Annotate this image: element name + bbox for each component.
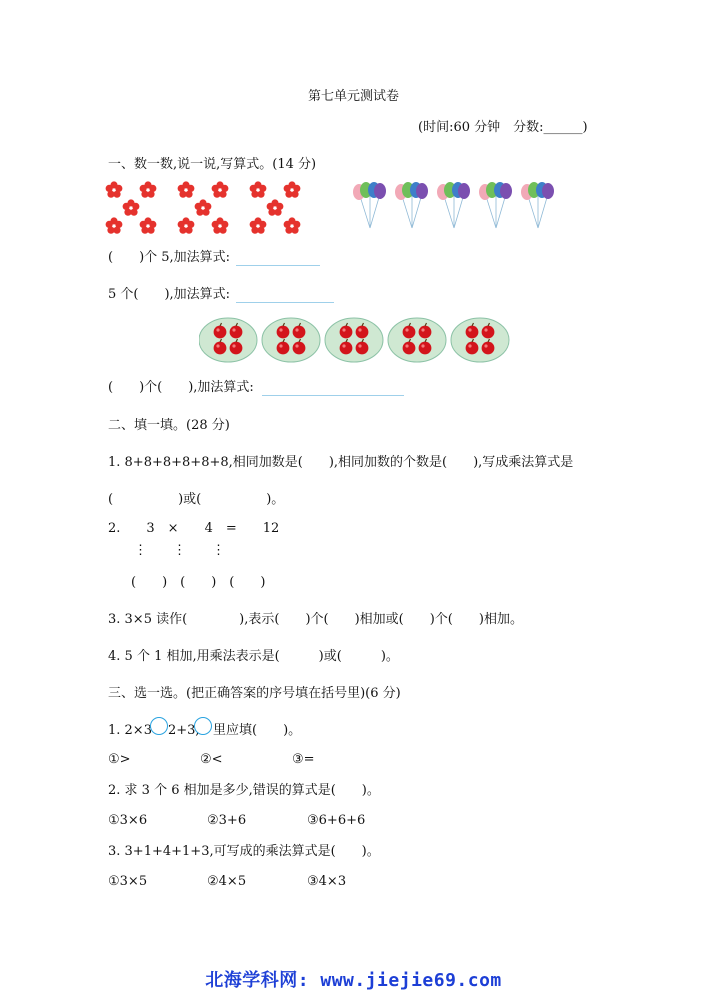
section1-heading: 一、数一数,说一说,写算式。(14 分) bbox=[108, 157, 317, 172]
section3-heading: 三、选一选。(把正确答案的序号填在括号里)(6 分) bbox=[108, 686, 401, 701]
section2-heading: 二、填一填。(28 分) bbox=[108, 418, 230, 433]
apple-plates-image bbox=[199, 316, 511, 364]
question-3-2: 2. 求 3 个 6 相加是多少,错误的算式是( )。 bbox=[108, 783, 380, 798]
answer-line-1b[interactable] bbox=[236, 302, 334, 303]
flower-group bbox=[178, 181, 229, 233]
option-3-3-c: ③4×3 bbox=[307, 874, 347, 889]
question-1a: ( )个 5,加法算式: bbox=[108, 250, 231, 265]
question-2-1-line2: ( )或( )。 bbox=[108, 492, 285, 507]
option-3-1-c: ③= bbox=[292, 752, 315, 767]
question-3-3: 3. 3+1+4+1+3,可写成的乘法算式是( )。 bbox=[108, 844, 380, 859]
option-3-3-b: ②4×5 bbox=[207, 874, 247, 889]
question-2-2-blanks: ( ) ( ) ( ) bbox=[131, 575, 266, 590]
answer-circle-2[interactable] bbox=[194, 717, 212, 735]
question-3-1-part-c: 里应填( )。 bbox=[213, 723, 302, 738]
flower-group bbox=[250, 181, 301, 233]
option-3-3-a: ①3×5 bbox=[108, 874, 148, 889]
answer-circle-1[interactable] bbox=[150, 717, 168, 735]
question-1c: ( )个( ),加法算式: bbox=[108, 380, 254, 395]
question-1b: 5 个( ),加法算式: bbox=[108, 287, 231, 302]
question-2-1-line1: 1. 8+8+8+8+8+8,相同加数是( ),相同加数的个数是( ),写成乘法算式是 bbox=[108, 455, 574, 470]
option-3-1-a: ①> bbox=[108, 752, 131, 767]
flower-groups-image bbox=[100, 176, 320, 242]
question-3-1-part-a: 1. 2×3 bbox=[108, 723, 152, 738]
balloon-groups-image bbox=[348, 180, 564, 232]
question-2-2-equation: 2. 3 × 4 = 12 bbox=[108, 521, 280, 536]
time-score-line: (时间:60 分钟 分数:______) bbox=[418, 120, 588, 135]
page-title: 第七单元测试卷 bbox=[307, 89, 399, 104]
answer-line-1c[interactable] bbox=[262, 395, 404, 396]
option-3-2-b: ②3+6 bbox=[207, 813, 247, 828]
question-3-1-part-b: 2+3, bbox=[168, 723, 200, 738]
footer-watermark[interactable]: 北海学科网: www.jiejie69.com bbox=[205, 970, 502, 991]
option-3-2-c: ③6+6+6 bbox=[307, 813, 366, 828]
question-2-4: 4. 5 个 1 相加,用乘法表示是( )或( )。 bbox=[108, 649, 399, 664]
flower-group bbox=[106, 181, 157, 233]
answer-line-1a[interactable] bbox=[236, 265, 320, 266]
option-3-1-b: ②< bbox=[200, 752, 223, 767]
question-2-2-dots: ⋮ ⋮ ⋮ bbox=[134, 543, 226, 558]
option-3-2-a: ①3×6 bbox=[108, 813, 148, 828]
question-2-3: 3. 3×5 读作( ),表示( )个( )相加或( )个( )相加。 bbox=[108, 612, 523, 627]
